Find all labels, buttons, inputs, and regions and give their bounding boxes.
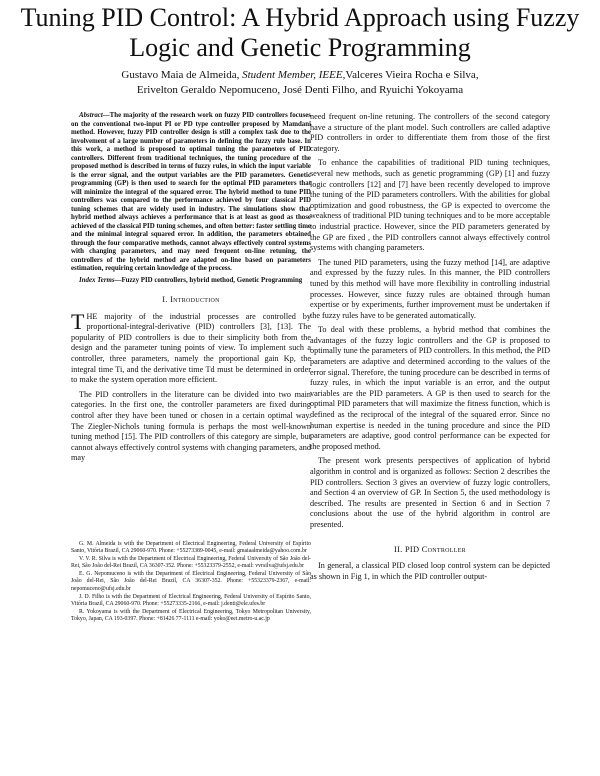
abstract	[71, 112, 311, 274]
intro-paragraph-2: The PID controllers in the literature can be divided into two main categories. In the first one, the controller parameters are fixed during control after they have been tuned or chosen in a certain optimal way. The Ziegler-Nichols tuning formula is perhaps the most well-known tuning method [15]. The PID controllers of this category are simple, but cannot always effectively control systems with changing parameters, and may	[71, 389, 311, 463]
footnote: R. Yokoyama is with the Department of Electrical Engineering, Tokyo Metropolitan University, Tokyo, Japan, CA 193-0397. Phone: +81426 77-1111 e-mail: yoko@eei.metro-u.ac.jp	[71, 608, 311, 622]
intro-paragraph-1-text: HE majority of the industrial processes are controlled by proportional-integral-derivative (PID) controllers [3], [13]. The popularity of PID controllers is due to their simplicity both from the design and the parameter tuning points of view. To implement such a controller, three parameters, namely the proportional gain Kp, the integral time Ti, and the derivative time Td must be determined in order to make the system operation more efficient.	[71, 311, 311, 385]
author-footnotes	[71, 541, 311, 624]
author-line-1	[60, 68, 540, 83]
abstract-text: —The majority of the research work on fuzzy PID controllers focuses on the conventional two-input PI or PD type controller proposed by Mamdani method. However, fuzzy PID controller design is still a complex task due to the involvement of a large number of parameters in defining the fuzzy rule base. In this work, a method is proposed to optimal tuning the parameters of PID controllers. Different from traditional techniques, the tuning procedure of the proposed method is described in terms of fuzzy rules, in which the input variable is the error signal, and the output variables are the PID parameters. Genetic programming (GP) is then used to search for the optimal PID parameters that will minimize the integral of the squared error. The hybrid method to tune PID controllers was compared to the performance achieved by four classical PID tuning schemes that are widely used in industry. The simulations show that hybrid method always achieves a performance that is at least as good as those achieved of the classical PID tuning schemes, and often better: faster settling time and the minimal integral squared error. In addition, the parameters obtained through the four comparative methods, cannot always effectively control systems with changing parameters, and may need frequent on-line retuning, the controllers of the hybrid method are adapted on-line based on parameters estimation, requiring certain knowledge of the process.	[71, 112, 311, 272]
body-paragraph: In general, a classical PID closed loop control system can be depicted as shown in Fig 1, in which the PID controller output-	[310, 561, 550, 581]
left-column	[71, 112, 311, 468]
footnote: E. G. Nepomuceno is with the Department of Electrical Engineering, Federal University of São João del-Rei, São João del-Rei Brazil, CA 36307-352. Phone: +55323379-2367, e-mail: nepomuceno@ufsj.edu.br	[71, 571, 311, 592]
abstract-label: Abstract	[79, 112, 103, 119]
body-paragraph: need frequent on-line retuning. The controllers of the second category have a structure of the plant model. Such controllers are called adaptive PID controllers in order to differentiate them from those of the first category.	[310, 112, 550, 153]
section-heading-pid-controller: II. PID Controller	[393, 544, 466, 554]
author-list	[60, 68, 540, 98]
author-line-2: Erivelton Geraldo Nepomuceno, José Denti Filho, and Ryuichi Yokoyama	[136, 84, 464, 96]
body-paragraph: To deal with these problems, a hybrid method that combines the advantages of the fuzzy logic controllers and the GP is proposed to optimally tune the parameters of PID controllers. In this method, the PID parameters are adaptive and determined according to the values of the error signal. Therefore, the tuning procedure can be described in terms of fuzzy rules, in which the input variable is an error, and the output variables are the PID parameters. A GP is then used to search for the optimal PID parameters that will maximize the fitness function, which is defined as the reciprocal of the integral of the squared error. Since no human expertise is needed in the tuning procedure and since the PID parameters are adaptive, good control performance can be expected for the proposed method.	[310, 325, 550, 451]
index-terms-text: —Fuzzy PID controllers, hybrid method, Genetic Programming	[114, 276, 303, 284]
body-paragraph: The tuned PID parameters, using the fuzzy method [14], are adaptive and expressed by the fuzzy rules. In this manner, the PID controllers tuned by this method will have more flexibility in controlling industrial processes. However, since fuzzy rules are obtained through human expertise or by experiments, further improvement must be undertaken if the fuzzy rules have to be generated automatically.	[310, 257, 550, 320]
index-terms-label: Index Terms	[79, 276, 115, 284]
right-column	[310, 112, 550, 586]
body-paragraph: To enhance the capabilities of traditional PID tuning techniques, several new methods, such as genetic programming (GP) [1] and fuzzy logic controllers [12] and [7] have been recently developed to improve the tuning of the PID parameters controllers. With the abilities for global optimization and good robustness, the GP is expected to overcome the weakness of traditional PID tuning techniques and to be more acceptable to industrial practice. However, since the PID parameters generated by the GP are fixed , the PID controllers cannot always effectively control systems with changing parameters.	[310, 158, 550, 253]
intro-paragraph-1	[71, 308, 311, 386]
drop-cap: T	[71, 308, 85, 334]
footnote: G. M. Almeida is with the Department of Electrical Engineering, Federal University of Espírito Santo, Vitória Brazil, CA 29060-970. Phone: +55273389-0045, e-mail: gmaiaalmeida@yahoo.com.br	[71, 541, 311, 555]
footnote: J. D. Filho is with the Department of Electrical Engineering, Federal University of Espírito Santo, Vitória Brazil, CA 29060-970. Phone: +55273335-2166, e-mail: j.denti@ele.ufes.br	[71, 593, 311, 607]
author-membership: Student Member, IEEE	[242, 69, 343, 81]
footnote: V. V. R. Silva is with the Department of Electrical Engineering, Federal University of São João del-Rei, São João del-Rei Brazil, CA 36307-352. Phone: +55323379-2552, e-mail: vvrsilva@ufsj.edu.br	[71, 556, 311, 570]
body-paragraph: The present work presents perspectives of application of hybrid algorithm in control and is organized as follows: Section 2 describes the PID controllers. Section 3 gives an overview of fuzzy logic controllers, and Section 4 an overview of GP. In Section 5, the used methodology is described. The results are presented in Section 6 and in Section 7 conclusions about the use of the hybrid algorithm in control are presented.	[310, 456, 550, 529]
author-names-a: Gustavo Maia de Almeida,	[121, 69, 240, 81]
author-names-b: ,Valceres Vieira Rocha e Silva,	[342, 69, 479, 81]
index-terms	[71, 277, 311, 286]
paper-title: Tuning PID Control: A Hybrid Approach using Fuzzy Logic and Genetic Programming	[20, 3, 580, 62]
section-heading-introduction: I. Introduction	[162, 295, 220, 304]
